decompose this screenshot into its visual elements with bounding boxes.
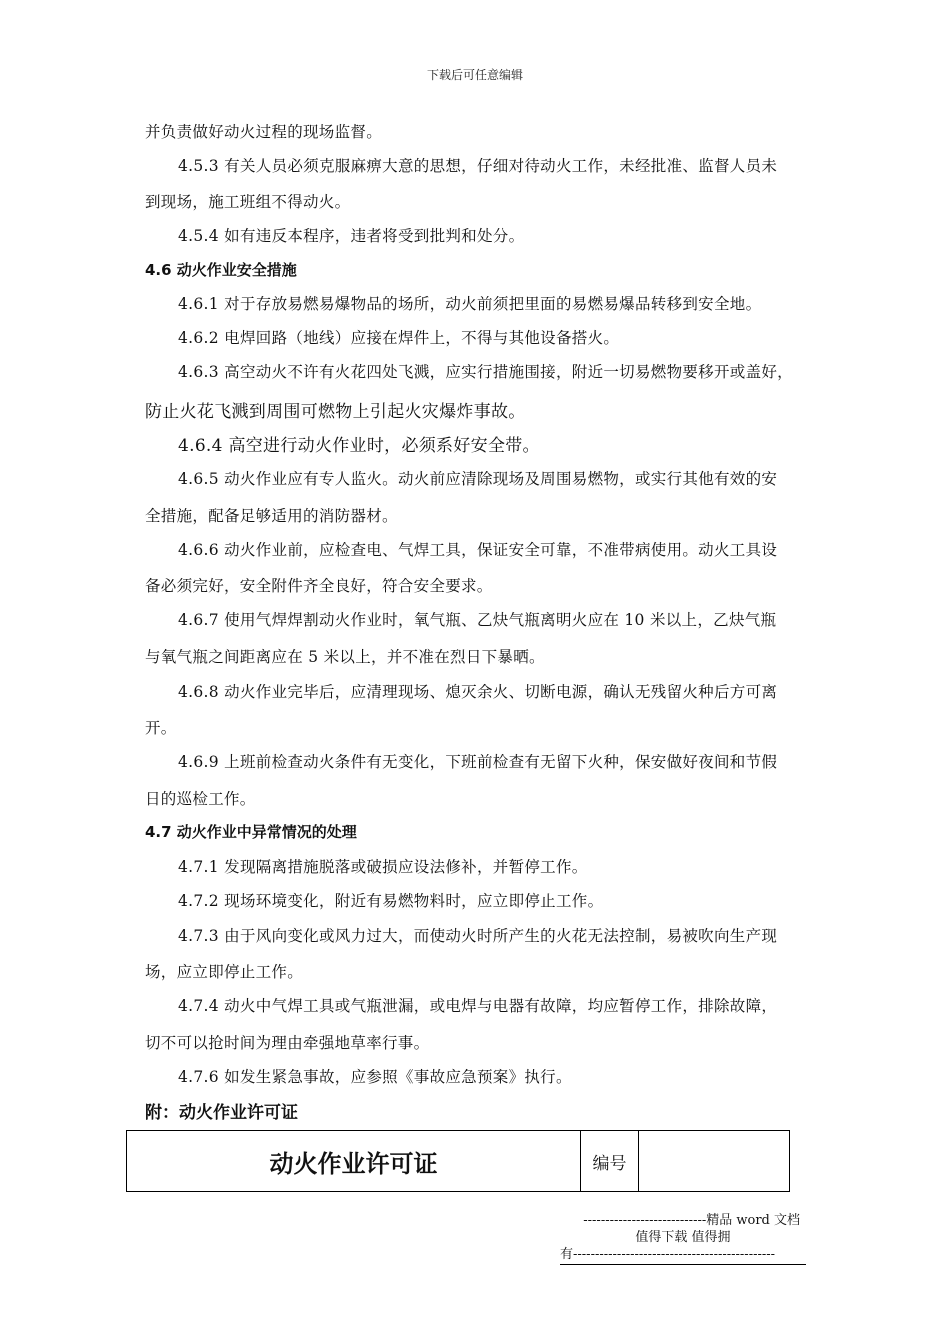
paragraph-line: 4.6.1 对于存放易燃易爆物品的场所，动火前须把里面的易燃易爆品转移到安全地。	[178, 295, 762, 313]
section-heading: 4.6 动火作业安全措施	[145, 261, 297, 279]
paragraph-line: 4.6.8 动火作业完毕后，应清理现场、熄灭余火、切断电源，确认无残留火种后方可离	[178, 683, 778, 701]
paragraph-line: 4.6.2 电焊回路（地线）应接在焊件上，不得与其他设备搭火。	[178, 329, 620, 347]
paragraph-line: 4.7.3 由于风向变化或风力过大，而使动火时所产生的火花无法控制，易被吹向生产现	[178, 927, 778, 945]
paragraph-line: 与氧气瓶之间距离应在 5 米以上，并不准在烈日下暴晒。	[145, 648, 545, 666]
paragraph-line: 全措施，配备足够适用的消防器材。	[145, 507, 398, 525]
page-header: 下载后可任意编辑	[426, 68, 523, 82]
footer-line: 值得下载 值得拥	[635, 1230, 731, 1245]
paragraph-line: 4.5.3 有关人员必须克服麻痹大意的思想，仔细对待动火工作，未经批准、监督人员未	[178, 157, 778, 175]
paragraph-line: 4.7.6 如发生紧急事故，应参照《事故应急预案》执行。	[178, 1068, 572, 1086]
paragraph-line: 备必须完好，安全附件齐全良好，符合安全要求。	[145, 577, 493, 595]
paragraph-line: 场，应立即停止工作。	[145, 963, 304, 981]
permit-table	[126, 1130, 790, 1192]
permit-number-label: 编号	[581, 1131, 639, 1191]
paragraph-line: 4.5.4 如有违反本程序，违者将受到批判和处分。	[178, 227, 525, 245]
paragraph-line: 4.7.2 现场环境变化，附近有易燃物料时，应立即停止工作。	[178, 892, 604, 910]
permit-number-field[interactable]	[639, 1131, 789, 1191]
section-heading: 4.7 动火作业中异常情况的处理	[145, 823, 357, 841]
permit-title: 动火作业许可证	[127, 1131, 581, 1191]
paragraph-line: 到现场，施工班组不得动火。	[145, 193, 351, 211]
paragraph-line: 防止火花飞溅到周围可燃物上引起火灾爆炸事故。	[145, 402, 526, 422]
paragraph-line: 并负责做好动火过程的现场监督。	[145, 123, 383, 141]
paragraph-line: 开。	[145, 719, 177, 737]
paragraph-line: 4.6.9 上班前检查动火条件有无变化，下班前检查有无留下火种，保安做好夜间和节假	[178, 753, 778, 771]
footer-line: ----------------------------精品 word 文档	[583, 1213, 800, 1228]
paragraph-line: 4.6.6 动火作业前，应检查电、气焊工具，保证安全可靠，不准带病使用。动火工具设	[178, 541, 778, 559]
paragraph-line: 4.6.3 高空动火不许有火花四处飞溅，应实行措施围接，附近一切易燃物要移开或盖好，	[178, 363, 793, 381]
paragraph-line: 切不可以抢时间为理由牵强地草率行事。	[145, 1034, 430, 1052]
paragraph-line: 4.6.7 使用气焊焊割动火作业时，氧气瓶、乙炔气瓶离明火应在 10 米以上，乙炔气瓶	[178, 611, 777, 629]
paragraph-line: 4.6.4 高空进行动火作业时，必须系好安全带。	[178, 436, 540, 456]
paragraph-line: 4.7.4 动火中气焊工具或气瓶泄漏，或电焊与电器有故障，均应暂停工作，排除故障，	[178, 997, 778, 1015]
paragraph-line: 4.7.1 发现隔离措施脱落或破损应设法修补，并暂停工作。	[178, 858, 588, 876]
paragraph-line: 日的巡检工作。	[145, 790, 256, 808]
paragraph-line: 4.6.5 动火作业应有专人监火。动火前应清除现场及周围易燃物，或实行其他有效的安	[178, 470, 778, 488]
footer-line: 有----------------------------------------------	[560, 1246, 806, 1265]
appendix-title: 附：动火作业许可证	[145, 1103, 298, 1123]
page-footer	[560, 1212, 806, 1265]
